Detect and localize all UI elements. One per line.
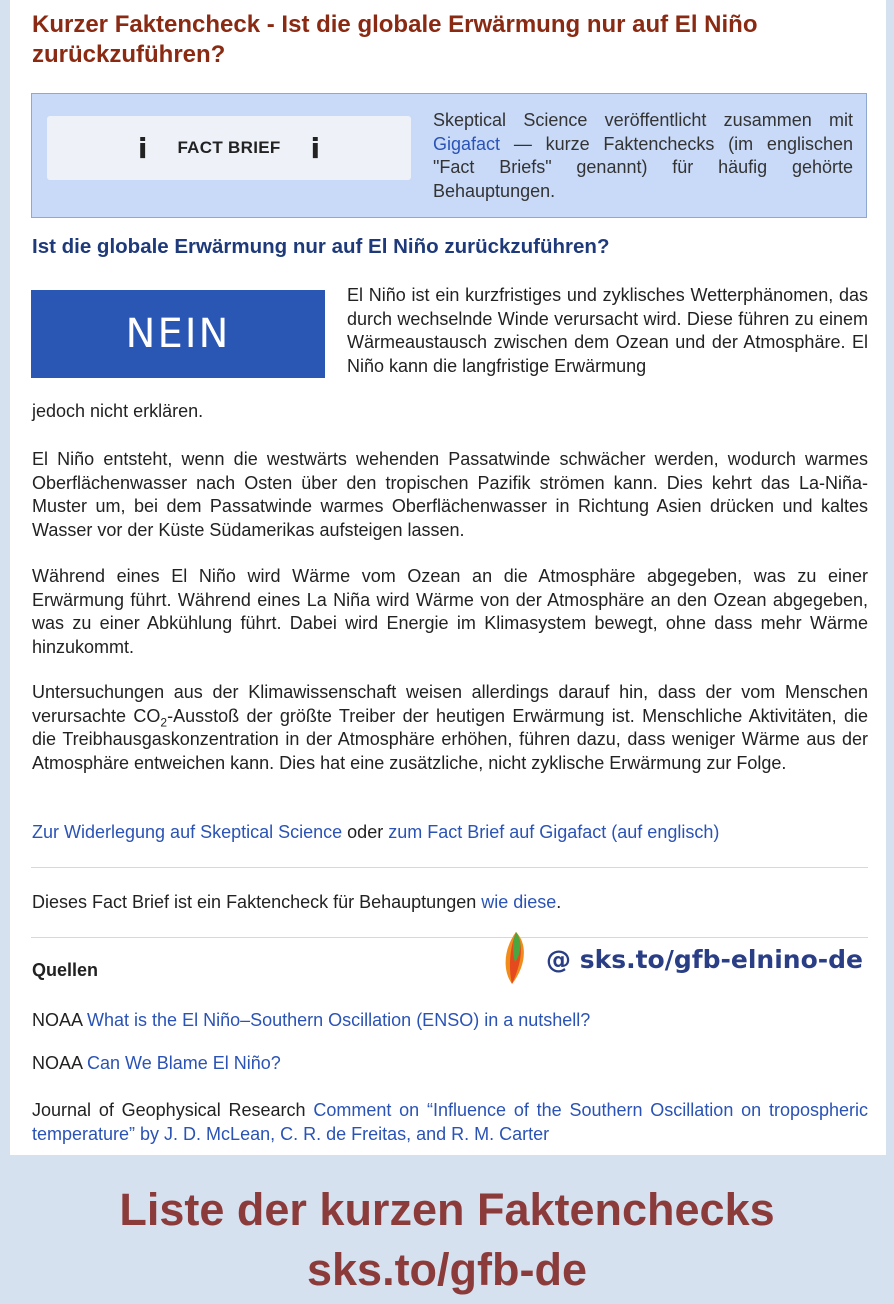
intro-box — [31, 93, 867, 218]
page-title: Kurzer Faktencheck - Ist die globale Erwärmung nur auf El Niño zurückzuführen? — [32, 11, 758, 68]
source-item: NOAA Can We Blame El Niño? — [32, 1053, 281, 1073]
footer-banner — [0, 1180, 894, 1300]
sks-leaf-logo-icon — [498, 930, 532, 988]
info-icon: i — [137, 131, 148, 165]
fact-brief-badge — [47, 116, 411, 180]
divider — [31, 867, 868, 868]
paragraph-4: Untersuchungen aus der Klimawissenschaft weisen allerdings darauf hin, dass der vom Menschen verursachte $CO_2$-Ausstoß der größte Treiber der heutigen Erwärmung ist. Menschliche Aktivitäten, die die Treibhausgaskonzentration in der Atmosphäre erhöhen, führen dazu, dass weniger Wärme aus der Atmosphäre entweichen kann. Dies hat eine zusätzliche, nicht zyklische Erwärmung zur Folge. — [32, 682, 868, 773]
verdict-text: NEIN — [125, 311, 231, 357]
source-link[interactable]: Can We Blame El Niño? — [87, 1053, 281, 1073]
claims-link[interactable]: wie diese — [481, 892, 557, 912]
links-line: Zur Widerlegung auf Skeptical Science oder zum Fact Brief auf Gigafact (auf englisch) — [32, 822, 720, 842]
short-link-text: @ sks.to/gfb-elnino-de — [546, 944, 863, 974]
footer-link[interactable]: sks.to/gfb-de — [306, 1244, 588, 1295]
question-heading: Ist die globale Erwärmung nur auf El Niño zurückzuführen? — [32, 235, 610, 258]
paragraph-1: El Niño ist ein kurzfristiges und zyklisches Wetterphänomen, das durch wechselnde Winde verursacht wird. Diese führen zu einem Wärmeaustausch zwischen dem Ozean und der Atmosphäre. El Niño kann die langfristige Erwärmung — [347, 285, 868, 376]
info-icon: i — [310, 131, 321, 165]
short-link-handle — [498, 930, 878, 988]
source-item: NOAA What is the El Niño–Southern Oscillation (ENSO) in a nutshell? — [32, 1010, 591, 1030]
paragraph-2: El Niño entsteht, wenn die westwärts wehenden Passatwinde schwächer werden, wodurch warmes Oberflächenwasser nach Osten über den tropischen Pazifik strömen kann. Dies kehrt das La-Niña-Muster um, bei dem Passatwinde warmes Oberflächenwasser in Richtung Asien drücken und kaltes Wasser vor der Küste Südamerikas aufsteigen lassen. — [32, 449, 868, 540]
gigafact-fact-brief-link[interactable]: zum Fact Brief auf Gigafact (auf englisch) — [388, 822, 720, 842]
gigafact-link[interactable]: Gigafact — [433, 133, 501, 154]
fact-brief-card — [10, 0, 886, 1155]
intro-text: Skeptical Science veröffentlicht zusammen mit Gigafact — kurze Faktenchecks (im englischen "Fact Briefs" genannt) für häufig gehörte Behauptungen. — [433, 110, 853, 201]
source-item: Journal of Geophysical Research Comment on “Influence of the Southern Oscillation on tropospheric temperature” by J. D. McLean, C. R. de Freitas, and R. M. Carter — [32, 1100, 868, 1144]
fact-brief-label: FACT BRIEF — [177, 138, 281, 157]
paragraph-3: Während eines El Niño wird Wärme vom Ozean an die Atmosphäre abgegeben, was zu einer Erwärmung führt. Während eines La Niña wird Wärme von der Atmosphäre an den Ozean abgegeben, was zu einer Abkühlung führt. Dabei wird Energie im Klimasystem bewegt, ohne dass mehr Wärme hinzukommt. — [32, 566, 868, 657]
claims-line: Dieses Fact Brief ist ein Faktencheck für Behauptungen wie diese. — [32, 892, 562, 912]
source-link[interactable]: Comment on “Influence of the Southern Oscillation on tropospheric temperature” by J. D. McLean, C. R. de Freitas, and R. M. Carter — [32, 1100, 868, 1144]
footer-title: Liste der kurzen Faktenchecks — [119, 1184, 775, 1235]
verdict-banner — [31, 290, 325, 378]
sources-heading: Quellen — [32, 960, 99, 980]
source-link[interactable]: What is the El Niño–Southern Oscillation (ENSO) in a nutshell? — [87, 1010, 591, 1030]
paragraph-1-continuation: jedoch nicht erklären. — [32, 401, 204, 421]
skeptical-science-link[interactable]: Zur Widerlegung auf Skeptical Science — [32, 822, 343, 842]
